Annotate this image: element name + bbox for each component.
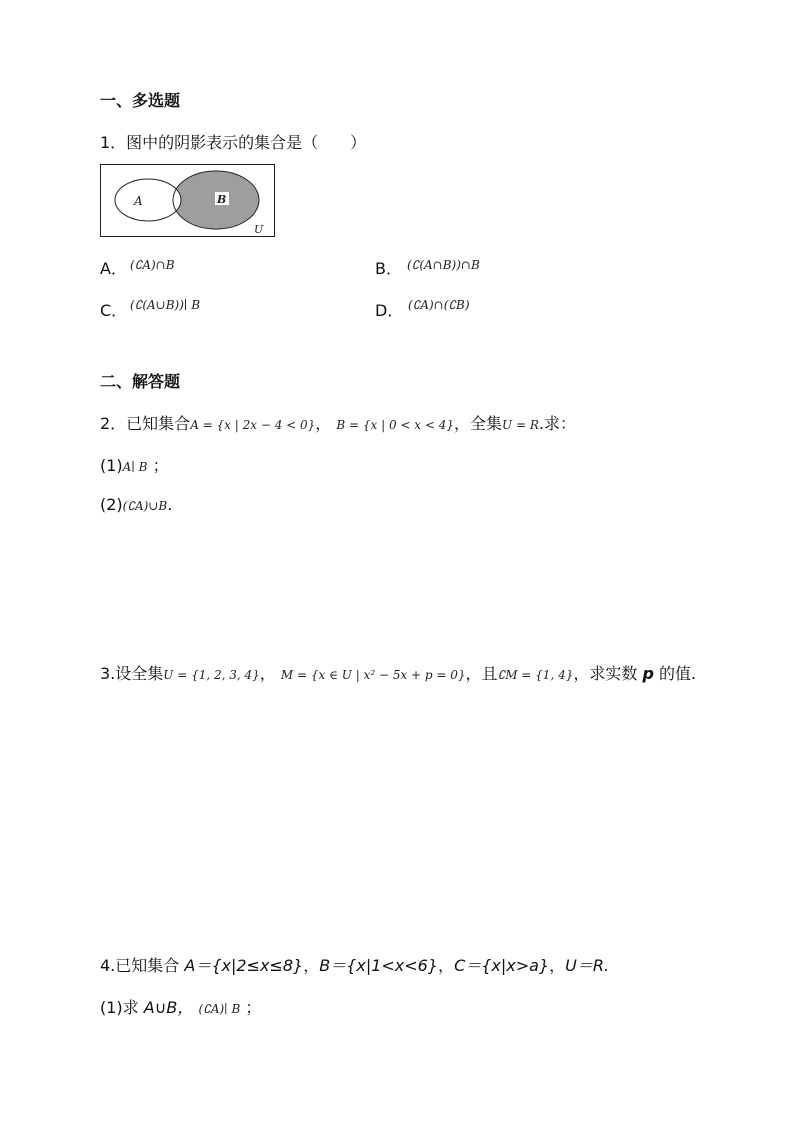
q4-universe: U＝R. <box>565 956 610 975</box>
option-c-math: (∁(A∪B))∣ B <box>130 298 201 312</box>
option-d-math: (∁A)∩(∁B) <box>408 298 470 312</box>
q3-sep2: ，且 <box>465 664 498 683</box>
q4-set-a: A＝{x|2≤x≤8} <box>184 956 304 975</box>
q2-p1-label: (1) <box>100 456 123 475</box>
q4-p1-math: (∁A)∣ B <box>198 1002 241 1016</box>
q4-p1-end: ； <box>245 998 262 1017</box>
section-heading-answer-questions: 二、解答题 <box>100 372 181 391</box>
option-b-math: (∁(A∩B))∩B <box>407 258 480 272</box>
option-c-label: C． <box>100 301 128 320</box>
question-2-part-1 <box>100 453 169 476</box>
q3-set-m: M = {x ∈ U | x² − 5x + p = 0} <box>280 668 466 682</box>
q4-p1-text: A∪B， <box>143 998 194 1017</box>
q4-p1-label: (1)求 <box>100 998 139 1017</box>
q2-p2-math: (∁A)∪B <box>122 499 168 513</box>
q3-suffix-b: 的值. <box>659 664 697 683</box>
question-1-stem: 1．图中的阴影表示的集合是（ ） <box>100 133 367 152</box>
q2-prefix: 2．已知集合 <box>100 414 191 433</box>
q3-p: p <box>642 664 654 683</box>
question-2-part-2 <box>100 495 172 514</box>
q2-p2-label: (2) <box>100 495 123 514</box>
q3-prefix: 3.设全集 <box>100 664 164 683</box>
q2-set-a: A = {x | 2x − 4 < 0} <box>190 418 316 432</box>
option-d-label: D． <box>375 301 404 320</box>
label-u: U <box>254 223 264 236</box>
question-4-part-1 <box>100 995 261 1018</box>
q2-sep: ， <box>315 414 332 433</box>
q3-sep1: ， <box>259 664 276 683</box>
q4-set-b: B＝{x|1<x<6} <box>319 956 439 975</box>
q2-suffix: .求： <box>538 414 576 433</box>
q3-suffix-a: ，求实数 <box>573 664 638 683</box>
section-heading-multiple-choice: 一、多选题 <box>100 91 181 110</box>
option-b-label: B． <box>375 259 402 278</box>
venn-diagram <box>100 164 276 238</box>
q3-complement-m: ∁M = {1, 4} <box>497 668 574 682</box>
question-4-line: 4.已知集合 A＝{x|2≤x≤8}，B＝{x|1<x<6}，C＝{x|x>a}，U＝R. <box>100 956 610 975</box>
q2-universe-prefix: ，全集 <box>454 414 503 433</box>
q4-set-c: C＝{x|x>a} <box>454 956 550 975</box>
label-a: A <box>134 194 143 208</box>
q2-p2-end: . <box>167 495 173 514</box>
q4-prefix: 4.已知集合 <box>100 956 180 975</box>
q2-set-b: B = {x | 0 < x < 4} <box>336 418 455 432</box>
option-a-label: A． <box>100 259 127 278</box>
q3-universe: U = {1, 2, 3, 4} <box>163 668 260 682</box>
question-3-line <box>100 661 696 684</box>
option-a-math: (∁A)∩B <box>130 258 175 272</box>
q2-p1-end: ； <box>152 456 169 475</box>
q2-universe: U = R <box>502 418 539 432</box>
label-b: B <box>217 193 227 206</box>
q2-p1-math: A∣ B <box>122 460 148 474</box>
question-2-line <box>100 411 576 434</box>
